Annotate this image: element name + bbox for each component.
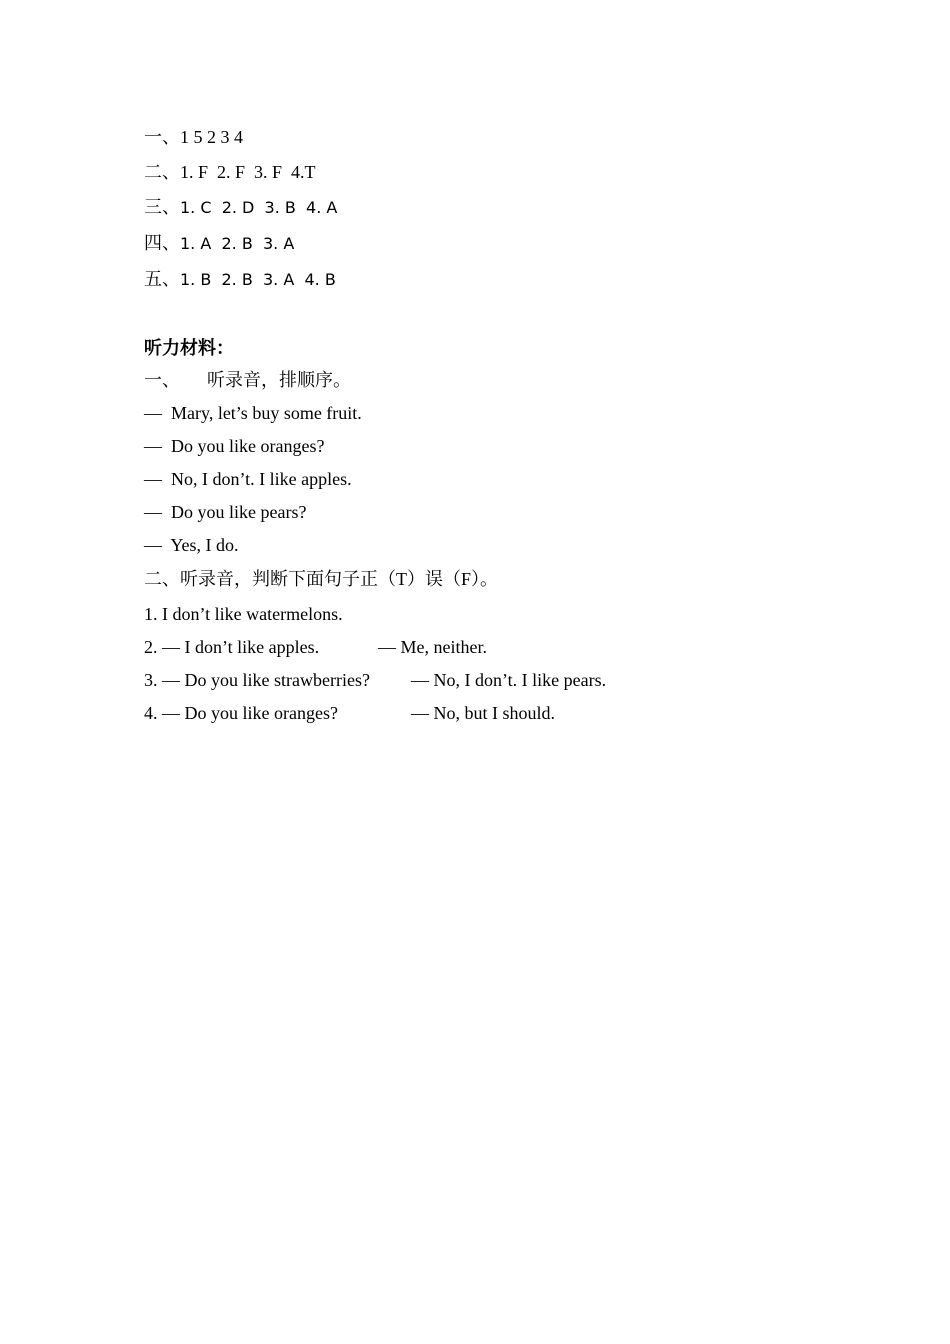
dialogue-line: — No, I don’t. I like apples.	[144, 469, 352, 489]
judgement-item-4: 4. — Do you like oranges?	[144, 703, 338, 723]
answer-prefix: 五、	[144, 269, 180, 289]
judgement-item-3: 3. — Do you like strawberries?	[144, 670, 370, 690]
dialogue-line: — Do you like oranges?	[144, 436, 325, 456]
answer-line-5	[144, 268, 336, 291]
answer-text: 1. C 2. D 3. B 4. A	[180, 198, 338, 217]
answer-prefix: 一、	[144, 127, 180, 147]
judgement-reply-2: — Me, neither.	[378, 637, 487, 657]
part1-title: 一、 听录音，排顺序。	[144, 370, 351, 390]
answer-text: 1 5 2 3 4	[180, 127, 243, 147]
dialogue-line: — Yes, I do.	[144, 535, 239, 555]
answer-line-2	[144, 161, 316, 183]
judgement-reply-4: — No, but I should.	[411, 703, 555, 723]
answer-line-1	[144, 126, 243, 148]
answer-text: 1. A 2. B 3. A	[180, 234, 295, 253]
judgement-reply-3: — No, I don’t. I like pears.	[411, 670, 607, 690]
dialogue-line: — Do you like pears?	[144, 502, 307, 522]
answer-text: 1. B 2. B 3. A 4. B	[180, 270, 336, 289]
part2-title: 二、听录音，判断下面句子正（T）误（F）。	[144, 569, 499, 589]
listening-heading: 听力材料：	[144, 338, 234, 358]
answer-line-3	[144, 196, 337, 219]
answer-line-4	[144, 232, 294, 255]
answer-prefix: 二、	[144, 162, 180, 182]
answer-text: 1. F 2. F 3. F 4.T	[180, 162, 316, 182]
answer-prefix: 三、	[144, 197, 180, 217]
judgement-item-2: 2. — I don’t like apples.	[144, 637, 320, 657]
judgement-item-1: 1. I don’t like watermelons.	[144, 604, 343, 624]
dialogue-line: — Mary, let’s buy some fruit.	[144, 403, 362, 423]
answer-prefix: 四、	[144, 233, 180, 253]
